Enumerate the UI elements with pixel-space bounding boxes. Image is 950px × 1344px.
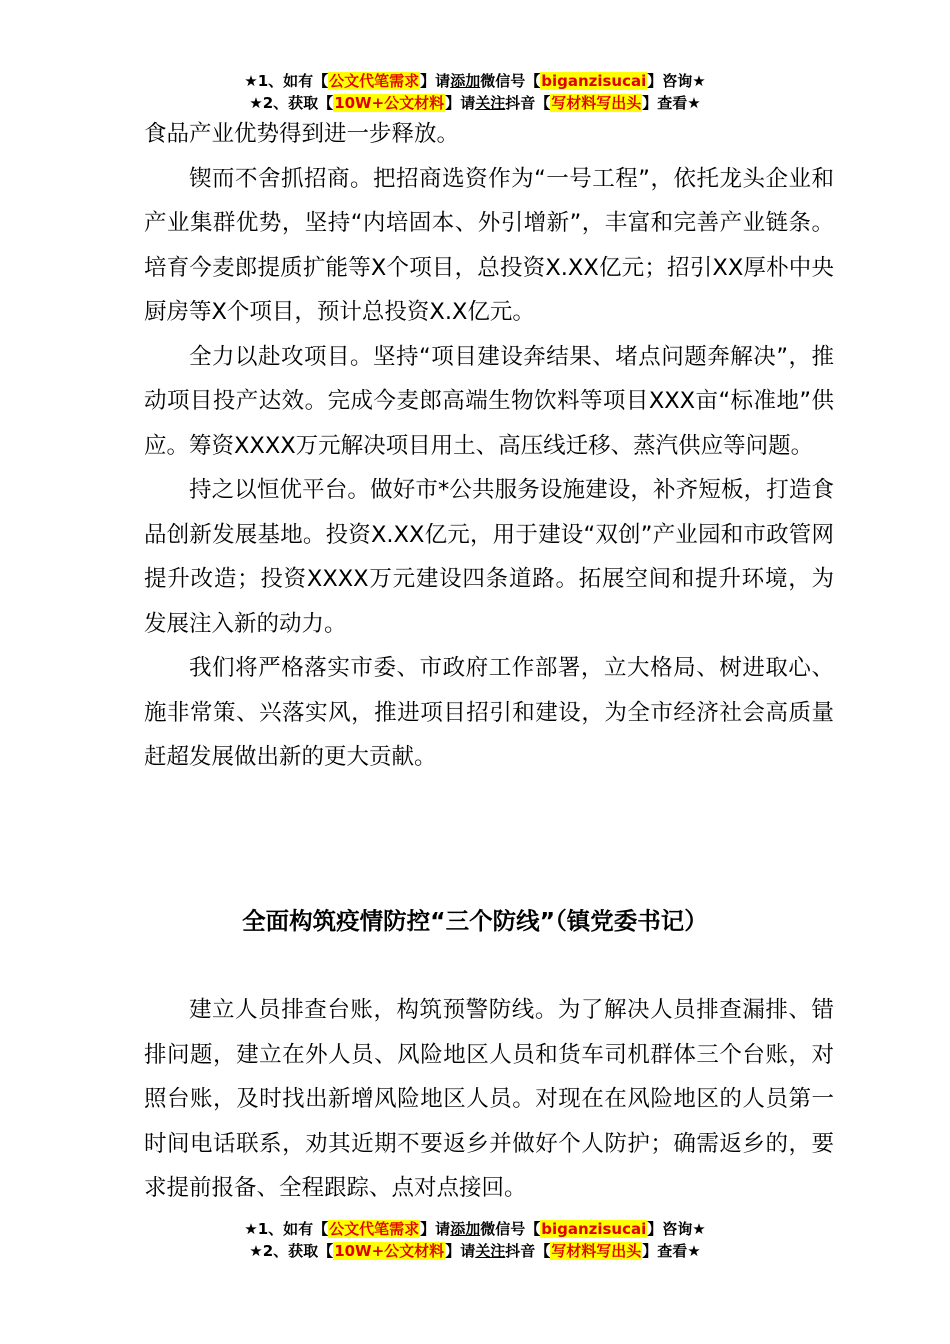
highlight-wechat-id: biganzisucai	[541, 72, 647, 90]
banner-underline-text: 关注	[475, 1242, 506, 1260]
banner-text: 】咨询★	[647, 72, 706, 90]
highlight-materials: 10W+公文材料	[334, 1242, 445, 1260]
highlight-service: 公文代笔需求	[329, 72, 420, 90]
paragraph: 食品产业优势得到进一步释放。	[144, 121, 460, 147]
banner-text: ★1、如有【	[244, 1220, 329, 1238]
section-heading: 全面构筑疫情防控“三个防线”（镇党委书记）	[242, 907, 708, 935]
banner-text: 】请	[445, 94, 476, 112]
banner-text: ★1、如有【	[244, 72, 329, 90]
banner-text: 微信号【	[480, 1220, 541, 1238]
banner-text: ★2、获取【	[249, 1242, 334, 1260]
paragraph: 锲而不舍抓招商。把招商选资作为“一号工程”，依托龙头企业和产业集群优势，坚持“内培固本、外引增新”，丰富和完善产业链条。培育今麦郎提质扩能等X个项目，总投资X.XX亿元；招引XX厚朴中央厨房等X个项目，预计总投资X.X亿元。	[144, 165, 834, 325]
paragraph: 持之以恒优平台。做好市*公共服务设施建设，补齐短板，打造食品创新发展基地。投资X.XX亿元，用于建设“双创”产业园和市政管网提升改造；投资XXXX万元建设四条道路。拓展空间和提升环境，为发展注入新的动力。	[144, 477, 834, 637]
banner-line-2	[0, 92, 950, 114]
banner-text: ★2、获取【	[249, 94, 334, 112]
footer-banner	[0, 1218, 950, 1262]
banner-text: 】查看★	[642, 94, 701, 112]
banner-underline-text: 添加	[450, 1220, 481, 1238]
highlight-wechat-id: biganzisucai	[541, 1220, 647, 1238]
banner-text: 抖音【	[505, 1242, 551, 1260]
banner-text: 微信号【	[480, 72, 541, 90]
banner-text: 】请	[420, 72, 451, 90]
paragraph: 建立人员排查台账，构筑预警防线。为了解决人员排查漏排、错排问题，建立在外人员、风险地区人员和货车司机群体三个台账，对照台账，及时找出新增风险地区人员。对现在在风险地区的人员第一时间电话联系，劝其近期不要返乡并做好个人防护；确需返乡的，要求提前报备、全程跟踪、点对点接回。	[144, 997, 834, 1201]
banner-line-1	[0, 1218, 950, 1240]
banner-text: 】请	[445, 1242, 476, 1260]
highlight-service: 公文代笔需求	[329, 1220, 420, 1238]
banner-text: 】请	[420, 1220, 451, 1238]
header-banner	[0, 70, 950, 114]
highlight-materials: 10W+公文材料	[334, 94, 445, 112]
section-2-body	[144, 988, 834, 1211]
banner-underline-text: 添加	[450, 72, 481, 90]
section-1-body	[144, 112, 834, 780]
banner-underline-text: 关注	[475, 94, 506, 112]
banner-text: 抖音【	[505, 94, 551, 112]
banner-line-2	[0, 1240, 950, 1262]
banner-text: 】咨询★	[647, 1220, 706, 1238]
highlight-douyin-id: 写材料写出头	[551, 94, 642, 112]
highlight-douyin-id: 写材料写出头	[551, 1242, 642, 1260]
banner-text: 】查看★	[642, 1242, 701, 1260]
banner-line-1	[0, 70, 950, 92]
paragraph: 全力以赴攻项目。坚持“项目建设奔结果、堵点问题奔解决”，推动项目投产达效。完成今麦郎高端生物饮料等项目XXX亩“标准地”供应。筹资XXXX万元解决项目用土、高压线迁移、蒸汽供应等问题。	[144, 343, 834, 459]
paragraph: 我们将严格落实市委、市政府工作部署，立大格局、树进取心、施非常策、兴落实风，推进项目招引和建设，为全市经济社会高质量赶超发展做出新的更大贡献。	[144, 655, 834, 770]
